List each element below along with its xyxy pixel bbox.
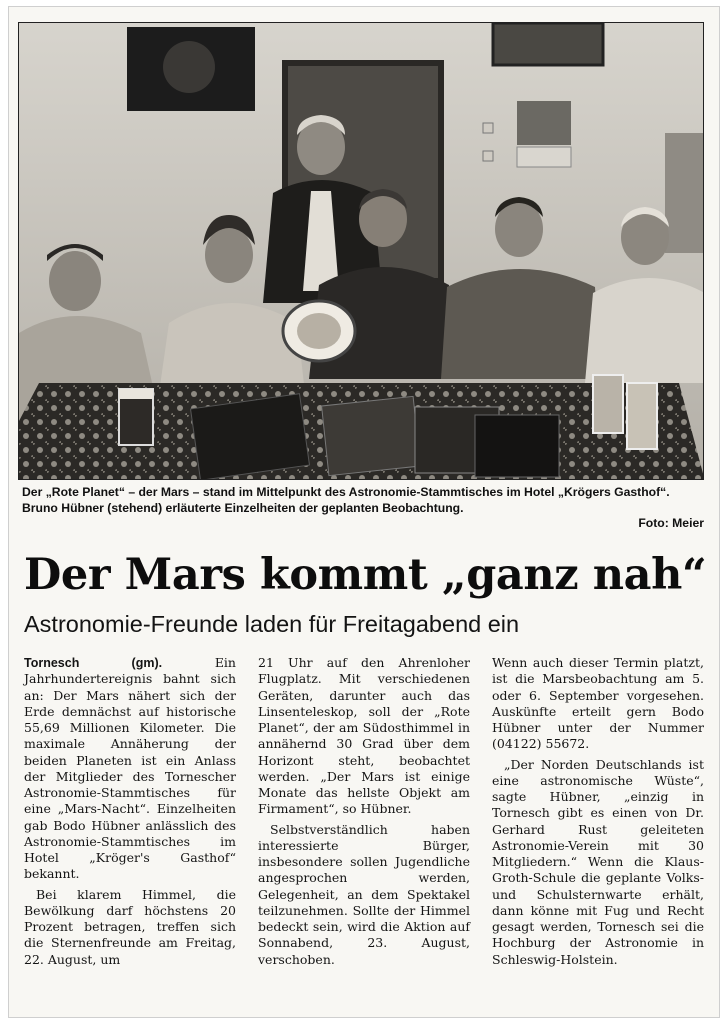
paragraph-text: Ein Jahrhundertereignis bahnt sich an: Der Mars nähert sich der Erde demnächst auf historische 55,69 Millionen Kilometer. Die maximale Annäherung der beiden Planeten ist ein Anlass der Mitglieder des Tornescher Astronomie-Stammtisches für eine „Mars-Nacht“. Einzelheiten gab Bodo Hübner anlässlich des Astronomie-Stammtisches im Hotel „Kröger's Gasthof“ bekannt.: [24, 655, 236, 882]
dateline: Tornesch (gm).: [24, 656, 163, 670]
article-column-2: [258, 655, 470, 968]
article-paragraph: Bei klarem Himmel, die Bewölkung darf höchstens 20 Prozent betragen, treffen sich die Sternenfreunde am Freitag, 22. August, um: [24, 886, 236, 967]
photo-credit: Foto: Meier: [638, 515, 704, 530]
article-paragraph: Wenn auch dieser Termin platzt, ist die Marsbeobachtung am 5. oder 6. September vorgesehen. Auskünfte erteilt gern Bodo Hübner unter der Nummer (04122) 55672.: [492, 655, 704, 752]
article-body: [24, 655, 704, 1007]
article-column-1: [24, 655, 236, 968]
article-paragraph: 21 Uhr auf den Ahrenloher Flugplatz. Mit verschiedenen Geräten, darunter auch das Linsenteleskop, soll der „Rote Planet“, der am Südosthimmel in annähernd 30 Grad über dem Horizont steht, beobachtet werden. „Der Mars ist einige Monate das hellste Objekt am Firmament“, so Hübner.: [258, 655, 470, 817]
article-column-3: [492, 655, 704, 968]
article-paragraph: „Der Norden Deutschlands ist eine astronomische Wüste“, sagte Hübner, „einzig in Tornesch gibt es einen von Dr. Gerhard Rust geleiteten Astronomie-Verein mit 30 Mitgliedern.“ Wenn die Klaus-Groth-Schule die geplante Volks- und Schulsternwarte erhält, dann könne mit Fug und Recht gesagt werden, Tornesch sei die Hochburg der Astronomie in Schleswig-Holstein.: [492, 756, 704, 967]
caption-text: Der „Rote Planet“ – der Mars – stand im Mittelpunkt des Astronomie-Stammtisches im Hotel „Krögers Gasthof“. Bruno Hübner (stehend) erläuterte Einzelheiten der geplanten Beobachtung.: [22, 485, 670, 516]
magazine: [191, 394, 310, 480]
subheadline: Astronomie-Freunde laden für Freitagabend ein: [24, 611, 520, 637]
photo-caption: [22, 484, 704, 531]
group-photo: [18, 22, 704, 480]
wall-calendar: [517, 101, 571, 145]
photo-illustration: [19, 23, 704, 480]
article-paragraph: Selbstverständlich haben interessierte Bürger, insbesondere sollen Jugendliche angesprochen werden, Gelegenheit, an dem Spektakel teilzunehmen. Sollte der Himmel bedeckt sein, wird die Aktion auf Sonnabend, 23. August, verschoben.: [258, 821, 470, 967]
wall-picture: [493, 23, 603, 65]
article-paragraph: [24, 655, 236, 883]
headline: Der Mars kommt „ganz nah“: [24, 550, 707, 600]
